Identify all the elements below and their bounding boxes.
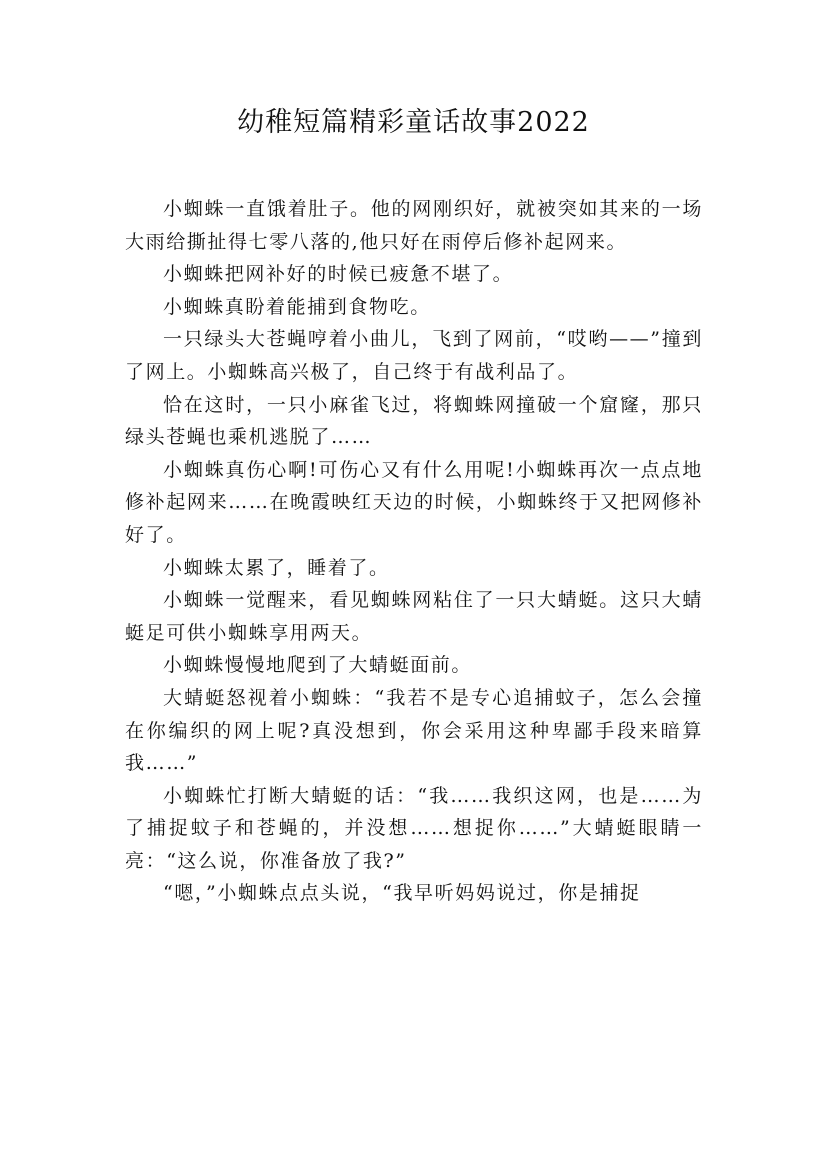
paragraph: “嗯，”小蜘蛛点点头说，“我早听妈妈说过，你是捕捉 [163, 882, 641, 905]
paragraph: 一只绿头大苍蝇哼着小曲儿，飞到了网前，“哎哟——”撞到了网上。小蜘蛛高兴极了，自己终于有战利品了。 [125, 328, 703, 383]
document-title: 幼稚短篇精彩童话故事2022 [237, 107, 590, 138]
paragraph: 大蜻蜓怒视着小蜘蛛：“我若不是专心追捕蚊子，怎么会撞在你编织的网上呢?真没想到，你会采用这种卑鄙手段来暗算我……” [125, 686, 703, 775]
paragraph: 小蜘蛛一直饿着肚子。他的网刚织好，就被突如其来的一场大雨给撕扯得七零八落的,他只好在雨停后修补起网来。 [125, 198, 703, 253]
paragraph: 小蜘蛛一觉醒来，看见蜘蛛网粘住了一只大蜻蜓。这只大蜻蜓足可供小蜘蛛享用两天。 [125, 589, 703, 644]
paragraph: 小蜘蛛真盼着能捕到食物吃。 [163, 295, 431, 318]
paragraph: 小蜘蛛慢慢地爬到了大蜻蜓面前。 [163, 654, 473, 677]
paragraph: 小蜘蛛真伤心啊!可伤心又有什么用呢!小蜘蛛再次一点点地修补起网来……在晚霞映红天边的时候，小蜘蛛终于又把网修补好了。 [125, 458, 703, 546]
paragraph: 恰在这时，一只小麻雀飞过，将蜘蛛网撞破一个窟窿，那只绿头苍蝇也乘机逃脱了…… [125, 393, 703, 449]
paragraph: 小蜘蛛把网补好的时候已疲惫不堪了。 [163, 263, 514, 286]
paragraph: 小蜘蛛忙打断大蜻蜓的话：“我……我织这网，也是……为了捕捉蚊子和苍蝇的，并没想……想捉你……”大蜻蜓眼睛一亮：“这么说，你准备放了我?” [125, 784, 703, 872]
paragraph: 小蜘蛛太累了，睡着了。 [163, 556, 390, 579]
document-body [125, 193, 703, 910]
